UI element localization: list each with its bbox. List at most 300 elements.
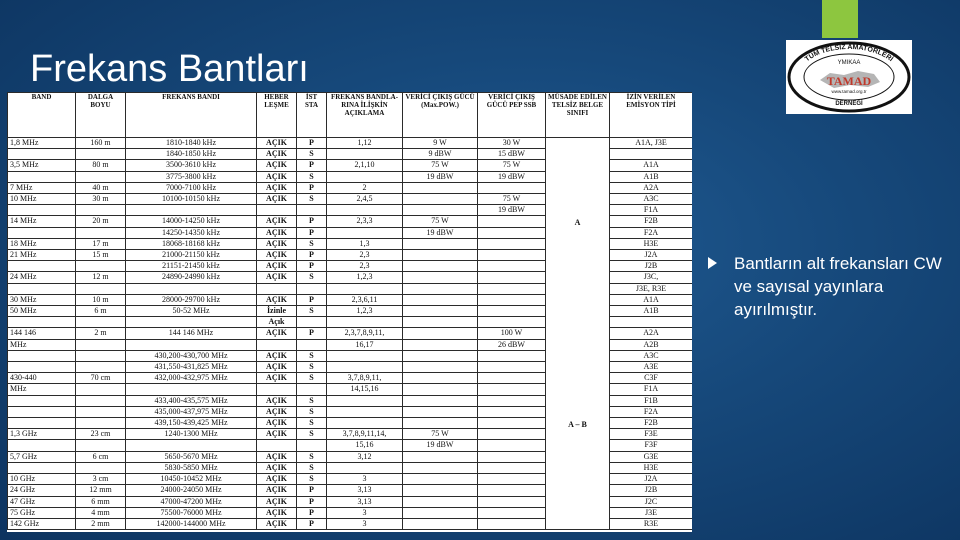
cell-hab: AÇIK — [257, 462, 297, 473]
cell-freq: 21000-21150 kHz — [126, 250, 257, 261]
cell-max — [403, 250, 478, 261]
cell-ist — [297, 205, 327, 216]
cell-freq: 439,150-439,425 MHz — [126, 418, 257, 429]
cell-ist: P — [297, 485, 327, 496]
cell-emission: F2A — [610, 227, 693, 238]
cell-freq: 47000-47200 MHz — [126, 496, 257, 507]
column-header: DALGA BOYU — [76, 93, 126, 138]
cell-wave: 80 m — [76, 160, 126, 171]
cell-max — [403, 362, 478, 373]
cell-emission: J2B — [610, 485, 693, 496]
cell-hab: AÇIK — [257, 194, 297, 205]
cell-max: 75 W — [403, 429, 478, 440]
cell-wave — [76, 149, 126, 160]
cell-acik: 3,12 — [327, 451, 403, 462]
cell-wave: 10 m — [76, 294, 126, 305]
cell-ist: P — [297, 138, 327, 149]
cell-acik: 2,3 — [327, 250, 403, 261]
frequency-band-table — [7, 92, 692, 530]
cell-pep — [478, 373, 546, 384]
cell-ist: P — [297, 227, 327, 238]
cell-pep: 19 dBW — [478, 171, 546, 182]
cell-max — [403, 283, 478, 294]
cell-max — [403, 238, 478, 249]
logo-bottom-text: DERNEĞİ — [835, 101, 863, 107]
cell-emission: G3E — [610, 451, 693, 462]
cell-wave — [76, 261, 126, 272]
cell-wave — [76, 205, 126, 216]
accent-bar — [822, 0, 858, 38]
cell-pep — [478, 306, 546, 317]
cell-ist: S — [297, 429, 327, 440]
cell-band: 30 MHz — [8, 294, 76, 305]
cell-pep: 30 W — [478, 138, 546, 149]
cell-wave: 2 m — [76, 328, 126, 339]
cell-hab: AÇIK — [257, 261, 297, 272]
cell-wave — [76, 395, 126, 406]
cell-freq — [126, 283, 257, 294]
cell-pep — [478, 429, 546, 440]
cell-wave — [76, 362, 126, 373]
cell-freq: 432,000-432,975 MHz — [126, 373, 257, 384]
cell-max — [403, 384, 478, 395]
cell-acik: 3 — [327, 507, 403, 518]
cell-wave: 30 m — [76, 194, 126, 205]
cell-band: MHz — [8, 384, 76, 395]
cell-acik: 1,12 — [327, 138, 403, 149]
cell-band — [8, 362, 76, 373]
cell-hab — [257, 283, 297, 294]
cell-emission: R3E — [610, 518, 693, 529]
cell-emission: J3E — [610, 507, 693, 518]
cell-pep: 75 W — [478, 160, 546, 171]
cell-ist: P — [297, 518, 327, 529]
cell-freq: 50-52 MHz — [126, 306, 257, 317]
cell-band: 21 MHz — [8, 250, 76, 261]
cell-wave: 20 m — [76, 216, 126, 227]
cell-freq — [126, 440, 257, 451]
cell-hab: AÇIK — [257, 507, 297, 518]
column-header: MÜSADE EDİLEN TELSİZ BELGE SINIFI — [546, 93, 610, 138]
cell-acik: 2,3,3 — [327, 216, 403, 227]
cell-wave: 160 m — [76, 138, 126, 149]
cell-hab — [257, 440, 297, 451]
cell-pep — [478, 182, 546, 193]
cell-hab: AÇIK — [257, 518, 297, 529]
cell-pep — [478, 227, 546, 238]
cell-emission — [610, 149, 693, 160]
cell-max — [403, 272, 478, 283]
cell-emission: J2B — [610, 261, 693, 272]
cell-emission: C3F — [610, 373, 693, 384]
cell-hab: AÇIK — [257, 227, 297, 238]
cell-freq — [126, 205, 257, 216]
cell-wave — [76, 440, 126, 451]
cell-emission: J3E, R3E — [610, 283, 693, 294]
cell-max — [403, 395, 478, 406]
cell-acik — [327, 149, 403, 160]
cell-emission: A1A — [610, 160, 693, 171]
cell-emission: F1A — [610, 205, 693, 216]
cell-max — [403, 306, 478, 317]
cell-pep — [478, 362, 546, 373]
cell-pep — [478, 250, 546, 261]
cell-ist: S — [297, 350, 327, 361]
cell-wave — [76, 283, 126, 294]
cell-acik: 16,17 — [327, 339, 403, 350]
logo-arc-text: TÜM TELSİZ AMATÖRLERİ — [803, 43, 895, 64]
column-header: FREKANS BANDLA- RINA İLİŞKİN AÇIKLAMA — [327, 93, 403, 138]
cell-acik — [327, 395, 403, 406]
cell-hab: Açık — [257, 317, 297, 328]
cell-wave: 15 m — [76, 250, 126, 261]
cell-max — [403, 261, 478, 272]
cell-emission: H3E — [610, 462, 693, 473]
cell-band: 1,3 GHz — [8, 429, 76, 440]
cell-freq: 24890-24990 kHz — [126, 272, 257, 283]
cell-pep — [478, 272, 546, 283]
cell-hab: İzinle — [257, 306, 297, 317]
cell-max — [403, 339, 478, 350]
cell-band — [8, 462, 76, 473]
cell-freq: 75500-76000 MHz — [126, 507, 257, 518]
cell-wave: 12 mm — [76, 485, 126, 496]
cell-band: 7 MHz — [8, 182, 76, 193]
cell-ist: S — [297, 451, 327, 462]
cell-acik: 14,15,16 — [327, 384, 403, 395]
arrow-bullet-icon — [708, 257, 717, 269]
cell-freq: 10100-10150 kHz — [126, 194, 257, 205]
cell-band — [8, 283, 76, 294]
cell-acik: 3,13 — [327, 496, 403, 507]
cell-hab: AÇIK — [257, 485, 297, 496]
column-header: VERİCİ ÇIKIŞ GÜCÜ (Max.POW.) — [403, 93, 478, 138]
cell-ist: S — [297, 373, 327, 384]
cell-max — [403, 462, 478, 473]
cell-band: 3,5 MHz — [8, 160, 76, 171]
cell-hab: AÇIK — [257, 429, 297, 440]
cell-max — [403, 373, 478, 384]
cell-ist: P — [297, 216, 327, 227]
cell-wave — [76, 227, 126, 238]
cell-freq: 7000-7100 kHz — [126, 182, 257, 193]
cell-band — [8, 317, 76, 328]
cell-pep — [478, 462, 546, 473]
frequency-band-table-image — [7, 92, 692, 532]
cell-max: 9 W — [403, 138, 478, 149]
cell-max — [403, 317, 478, 328]
cell-pep: 19 dBW — [478, 205, 546, 216]
cell-freq: 14250-14350 kHz — [126, 227, 257, 238]
column-header: VERİCİ ÇIKIŞ GÜCÜ PEP SSB — [478, 93, 546, 138]
cell-emission: J2A — [610, 250, 693, 261]
cell-wave — [76, 339, 126, 350]
cell-emission: A3C — [610, 194, 693, 205]
cell-max: 19 dBW — [403, 227, 478, 238]
cell-acik: 15,16 — [327, 440, 403, 451]
cell-pep — [478, 406, 546, 417]
cell-wave — [76, 462, 126, 473]
cell-emission: H3E — [610, 238, 693, 249]
cell-wave — [76, 317, 126, 328]
license-class-ab: A – B — [568, 420, 587, 429]
cell-emission: F2B — [610, 216, 693, 227]
column-header: HEBER LEŞME — [257, 93, 297, 138]
cell-freq: 28000-29700 kHz — [126, 294, 257, 305]
cell-wave: 6 m — [76, 306, 126, 317]
cell-emission: F1A — [610, 384, 693, 395]
cell-acik — [327, 227, 403, 238]
cell-emission: A2A — [610, 182, 693, 193]
cell-freq: 1810-1840 kHz — [126, 138, 257, 149]
cell-emission — [610, 317, 693, 328]
cell-max — [403, 182, 478, 193]
cell-freq: 3775-3800 kHz — [126, 171, 257, 182]
cell-max — [403, 507, 478, 518]
cell-emission: A3C — [610, 350, 693, 361]
cell-max — [403, 328, 478, 339]
cell-wave — [76, 171, 126, 182]
cell-band: 14 MHz — [8, 216, 76, 227]
cell-pep — [478, 496, 546, 507]
cell-hab: AÇIK — [257, 272, 297, 283]
cell-band: MHz — [8, 339, 76, 350]
cell-max — [403, 350, 478, 361]
cell-ist: P — [297, 250, 327, 261]
cell-freq: 3500-3610 kHz — [126, 160, 257, 171]
cell-max — [403, 474, 478, 485]
cell-pep — [478, 384, 546, 395]
cell-acik — [327, 418, 403, 429]
cell-freq: 14000-14250 kHz — [126, 216, 257, 227]
cell-acik — [327, 406, 403, 417]
cell-ist: S — [297, 171, 327, 182]
cell-max: 75 W — [403, 216, 478, 227]
cell-emission: A1A — [610, 294, 693, 305]
cell-freq: 1840-1850 kHz — [126, 149, 257, 160]
cell-max — [403, 205, 478, 216]
cell-acik: 3 — [327, 474, 403, 485]
cell-emission: F1B — [610, 395, 693, 406]
cell-acik: 3,7,8,9,11,14, — [327, 429, 403, 440]
cell-freq: 433,400-435,575 MHz — [126, 395, 257, 406]
cell-hab: AÇIK — [257, 496, 297, 507]
cell-ist: S — [297, 406, 327, 417]
cell-pep: 100 W — [478, 328, 546, 339]
cell-pep — [478, 395, 546, 406]
cell-band: 75 GHz — [8, 507, 76, 518]
cell-band: 144 146 — [8, 328, 76, 339]
cell-freq: 144 146 MHz — [126, 328, 257, 339]
cell-pep — [478, 485, 546, 496]
cell-ist: P — [297, 328, 327, 339]
cell-ist: S — [297, 474, 327, 485]
cell-freq: 1240-1300 MHz — [126, 429, 257, 440]
cell-ist: S — [297, 306, 327, 317]
cell-ist: S — [297, 418, 327, 429]
cell-band: 50 MHz — [8, 306, 76, 317]
cell-max — [403, 485, 478, 496]
cell-ist: P — [297, 294, 327, 305]
cell-acik: 2,3,6,11 — [327, 294, 403, 305]
cell-ist: S — [297, 272, 327, 283]
cell-emission: J3C, — [610, 272, 693, 283]
cell-band — [8, 395, 76, 406]
cell-pep — [478, 261, 546, 272]
cell-emission: J2A — [610, 474, 693, 485]
cell-ist — [297, 440, 327, 451]
cell-wave: 3 cm — [76, 474, 126, 485]
cell-band — [8, 149, 76, 160]
cell-band: 47 GHz — [8, 496, 76, 507]
cell-freq: 435,000-437,975 MHz — [126, 406, 257, 417]
cell-max — [403, 194, 478, 205]
cell-ist — [297, 339, 327, 350]
cell-ist — [297, 384, 327, 395]
cell-wave: 2 mm — [76, 518, 126, 529]
logo-mark: TAMAD — [826, 74, 872, 88]
cell-acik: 3 — [327, 518, 403, 529]
cell-max: 75 W — [403, 160, 478, 171]
tamad-logo — [786, 40, 912, 114]
cell-wave: 23 cm — [76, 429, 126, 440]
cell-hab: AÇIK — [257, 474, 297, 485]
cell-wave — [76, 418, 126, 429]
cell-wave: 40 m — [76, 182, 126, 193]
cell-band: 10 MHz — [8, 194, 76, 205]
logo-url: www.tamad.org.tr — [831, 89, 867, 94]
cell-emission: A1A, J3E — [610, 138, 693, 149]
logo-abbr: YMIKAA — [837, 60, 861, 66]
cell-acik — [327, 317, 403, 328]
column-header: İZİN VERİLEN EMİSYON TİPİ — [610, 93, 693, 138]
cell-wave: 70 cm — [76, 373, 126, 384]
cell-acik: 1,2,3 — [327, 306, 403, 317]
slide-title: Frekans Bantları — [30, 48, 309, 90]
cell-max — [403, 496, 478, 507]
cell-freq: 5830-5850 MHz — [126, 462, 257, 473]
cell-band: 430-440 — [8, 373, 76, 384]
cell-emission: F2B — [610, 418, 693, 429]
cell-freq: 21151-21450 kHz — [126, 261, 257, 272]
cell-band: 5,7 GHz — [8, 451, 76, 462]
cell-band — [8, 261, 76, 272]
cell-acik — [327, 171, 403, 182]
cell-hab: AÇIK — [257, 451, 297, 462]
cell-pep — [478, 294, 546, 305]
cell-band: 18 MHz — [8, 238, 76, 249]
cell-pep — [478, 474, 546, 485]
cell-pep: 75 W — [478, 194, 546, 205]
cell-ist: S — [297, 238, 327, 249]
column-header: FREKANS BANDI — [126, 93, 257, 138]
cell-pep — [478, 216, 546, 227]
column-header: İST STA — [297, 93, 327, 138]
cell-emission: F2A — [610, 406, 693, 417]
cell-wave: 6 cm — [76, 451, 126, 462]
table-row — [8, 138, 693, 149]
cell-emission: A2B — [610, 339, 693, 350]
cell-emission: A1B — [610, 306, 693, 317]
cell-ist: S — [297, 362, 327, 373]
cell-max — [403, 418, 478, 429]
cell-band — [8, 227, 76, 238]
cell-hab: AÇIK — [257, 362, 297, 373]
cell-emission: A1B — [610, 171, 693, 182]
cell-band: 10 GHz — [8, 474, 76, 485]
cell-acik: 2,3,7,8,9,11, — [327, 328, 403, 339]
cell-wave — [76, 406, 126, 417]
cell-acik: 2,1,10 — [327, 160, 403, 171]
cell-wave — [76, 384, 126, 395]
cell-wave: 12 m — [76, 272, 126, 283]
bullet-text: Bantların alt frekansları CW ve sayısal yayınlara ayırılmıştır. — [734, 254, 942, 319]
cell-max: 19 dBW — [403, 440, 478, 451]
cell-acik: 2,4,5 — [327, 194, 403, 205]
cell-hab — [257, 339, 297, 350]
cell-max: 19 dBW — [403, 171, 478, 182]
cell-acik: 3,7,8,9,11, — [327, 373, 403, 384]
column-header: BAND — [8, 93, 76, 138]
cell-freq: 430,200-430,700 MHz — [126, 350, 257, 361]
cell-freq: 18068-18168 kHz — [126, 238, 257, 249]
cell-ist — [297, 283, 327, 294]
cell-max — [403, 406, 478, 417]
license-class-a: A — [574, 218, 581, 228]
cell-band: 142 GHz — [8, 518, 76, 529]
cell-ist — [297, 317, 327, 328]
cell-ist: S — [297, 194, 327, 205]
cell-max — [403, 518, 478, 529]
cell-hab: AÇIK — [257, 250, 297, 261]
cell-emission: F3E — [610, 429, 693, 440]
cell-ist: P — [297, 160, 327, 171]
cell-hab — [257, 205, 297, 216]
cell-acik — [327, 462, 403, 473]
cell-freq: 10450-10452 MHz — [126, 474, 257, 485]
cell-wave: 6 mm — [76, 496, 126, 507]
cell-hab: AÇIK — [257, 418, 297, 429]
license-class-column — [546, 138, 610, 530]
cell-pep — [478, 238, 546, 249]
cell-hab — [257, 384, 297, 395]
cell-pep — [478, 418, 546, 429]
cell-hab: AÇIK — [257, 395, 297, 406]
table-body — [8, 138, 693, 530]
cell-pep — [478, 518, 546, 529]
cell-hab: AÇIK — [257, 171, 297, 182]
cell-freq — [126, 317, 257, 328]
cell-acik: 3,13 — [327, 485, 403, 496]
cell-band — [8, 418, 76, 429]
cell-pep: 26 dBW — [478, 339, 546, 350]
cell-acik: 1,3 — [327, 238, 403, 249]
cell-pep — [478, 317, 546, 328]
cell-hab: AÇIK — [257, 373, 297, 384]
cell-ist: S — [297, 462, 327, 473]
cell-emission: A3E — [610, 362, 693, 373]
cell-hab: AÇIK — [257, 138, 297, 149]
cell-freq — [126, 384, 257, 395]
cell-acik: 2 — [327, 182, 403, 193]
cell-hab: AÇIK — [257, 294, 297, 305]
cell-band — [8, 171, 76, 182]
cell-band — [8, 350, 76, 361]
tamad-logo-emblem — [786, 40, 912, 114]
cell-emission: F3F — [610, 440, 693, 451]
cell-hab: AÇIK — [257, 350, 297, 361]
cell-emission: J2C — [610, 496, 693, 507]
